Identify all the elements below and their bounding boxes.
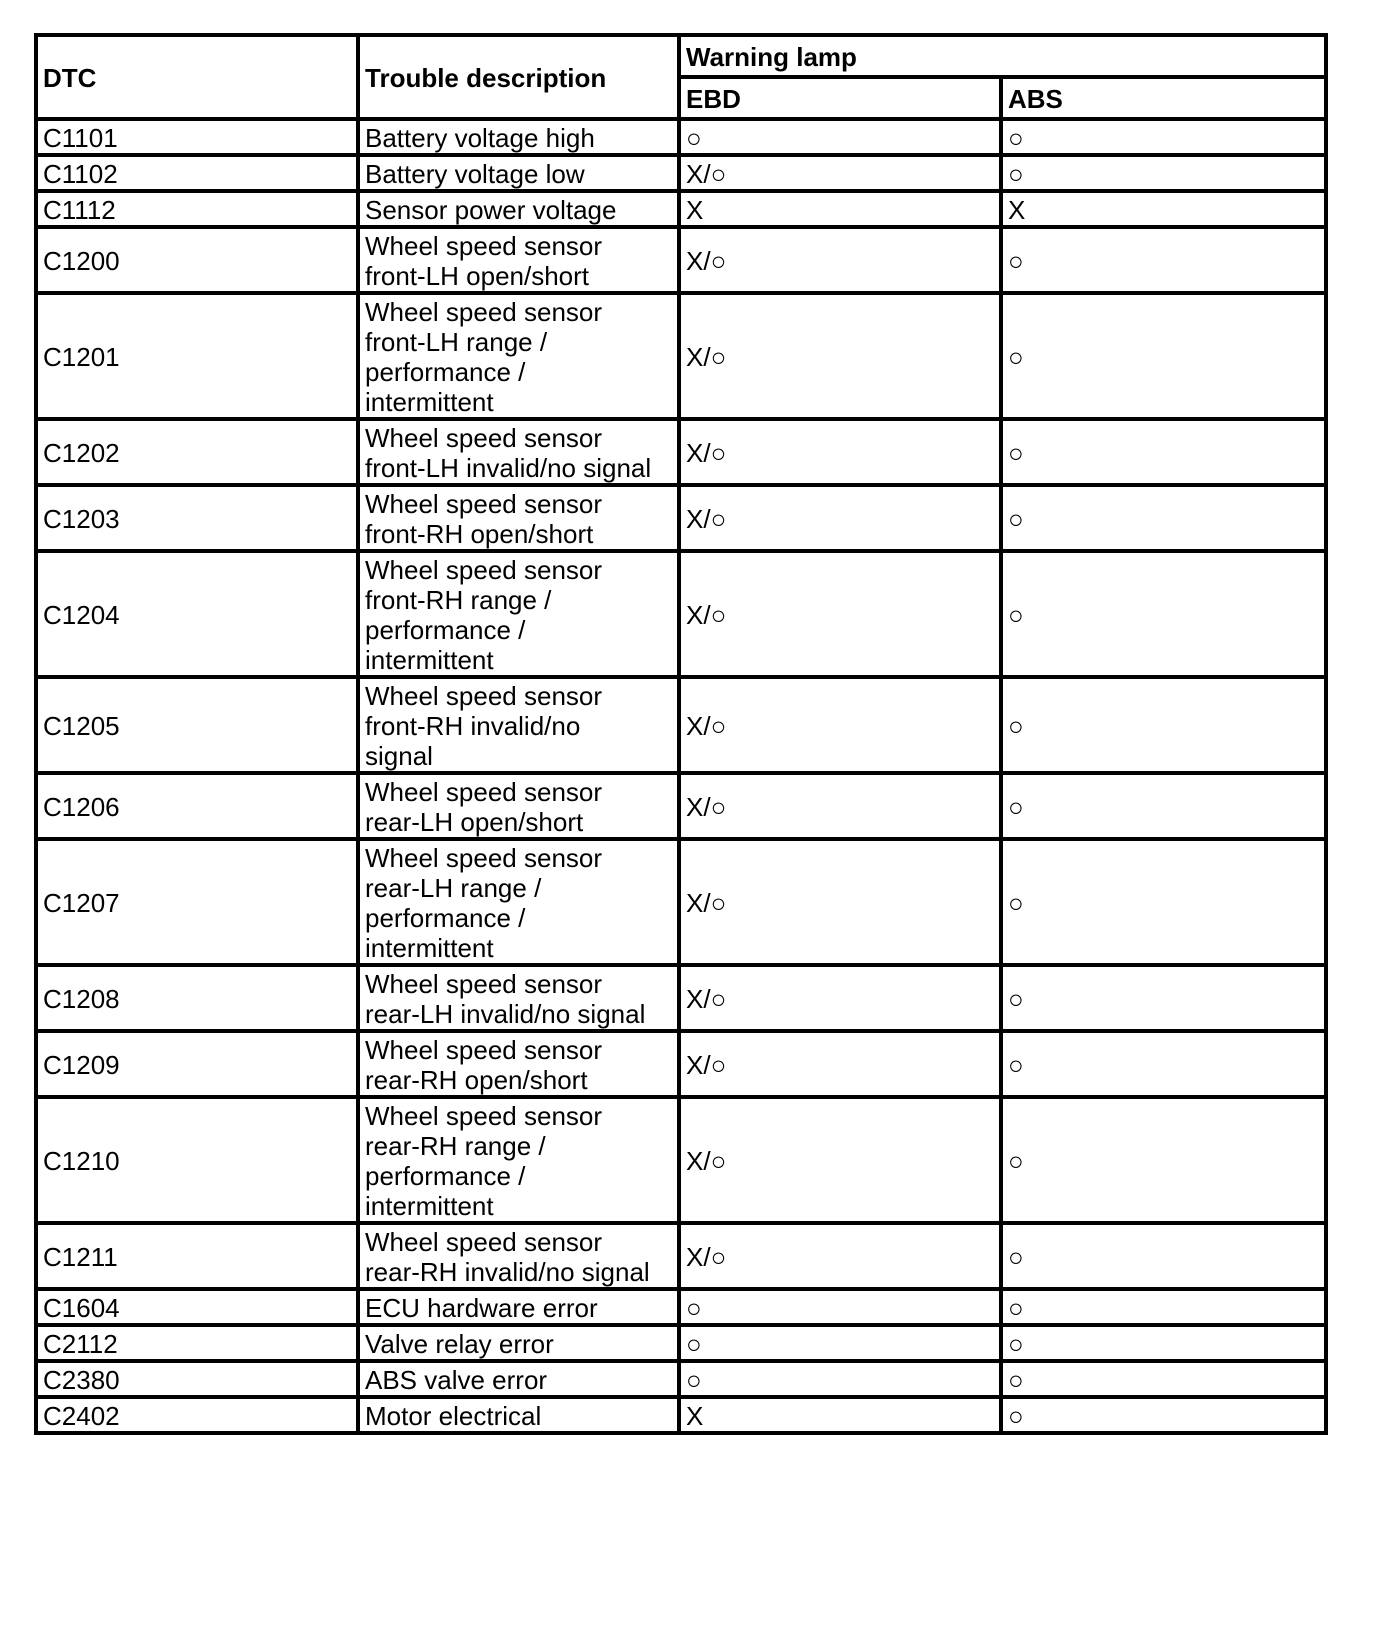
- description-line: intermittent: [365, 1191, 494, 1221]
- description-line: intermittent: [365, 645, 494, 675]
- description-line: Wheel speed sensor: [365, 681, 603, 711]
- cell-trouble-description: [358, 191, 679, 227]
- cell-ebd: X/○: [679, 551, 1001, 677]
- description-line: front-LH open/short: [365, 261, 590, 291]
- cell-ebd: X/○: [679, 1097, 1001, 1223]
- table-row: [36, 419, 1326, 485]
- description-line: performance /: [365, 1161, 526, 1191]
- cell-dtc: C1101: [36, 119, 358, 155]
- cell-abs: ○: [1001, 1097, 1326, 1223]
- cell-dtc: C1211: [36, 1223, 358, 1289]
- cell-abs: ○: [1001, 1361, 1326, 1397]
- table-header: [36, 35, 1326, 119]
- cell-abs: X: [1001, 191, 1326, 227]
- cell-ebd: X/○: [679, 485, 1001, 551]
- description-line: Wheel speed sensor: [365, 297, 603, 327]
- table-row: [36, 191, 1326, 227]
- cell-trouble-description: [358, 965, 679, 1031]
- description-line: Valve relay error: [365, 1329, 554, 1359]
- cell-ebd: ○: [679, 1325, 1001, 1361]
- cell-dtc: C1202: [36, 419, 358, 485]
- cell-dtc: C1207: [36, 839, 358, 965]
- cell-trouble-description: [358, 419, 679, 485]
- description-line: intermittent: [365, 933, 494, 963]
- table-row: [36, 485, 1326, 551]
- table-row: [36, 1097, 1326, 1223]
- cell-ebd: ○: [679, 1361, 1001, 1397]
- cell-dtc: C1204: [36, 551, 358, 677]
- description-line: Wheel speed sensor: [365, 1227, 603, 1257]
- description-line: rear-RH range /: [365, 1131, 546, 1161]
- cell-abs: ○: [1001, 1325, 1326, 1361]
- cell-ebd: X/○: [679, 1223, 1001, 1289]
- description-line: Wheel speed sensor: [365, 1035, 603, 1065]
- cell-dtc: C1203: [36, 485, 358, 551]
- cell-trouble-description: [358, 485, 679, 551]
- description-line: performance /: [365, 615, 526, 645]
- table-row: [36, 839, 1326, 965]
- cell-trouble-description: [358, 119, 679, 155]
- cell-ebd: X: [679, 191, 1001, 227]
- description-line: rear-LH invalid/no signal: [365, 999, 646, 1029]
- cell-ebd: ○: [679, 119, 1001, 155]
- description-line: Wheel speed sensor: [365, 969, 603, 999]
- cell-abs: ○: [1001, 293, 1326, 419]
- header-ebd: EBD: [679, 77, 1001, 119]
- cell-dtc: C1102: [36, 155, 358, 191]
- cell-abs: ○: [1001, 551, 1326, 677]
- cell-dtc: C1201: [36, 293, 358, 419]
- cell-abs: ○: [1001, 119, 1326, 155]
- cell-ebd: X/○: [679, 293, 1001, 419]
- description-line: performance /: [365, 357, 526, 387]
- cell-trouble-description: [358, 1289, 679, 1325]
- description-line: Battery voltage high: [365, 123, 595, 153]
- header-warning-lamp: Warning lamp: [679, 35, 1326, 77]
- cell-trouble-description: [358, 155, 679, 191]
- description-line: Wheel speed sensor: [365, 843, 603, 873]
- table-row: [36, 551, 1326, 677]
- description-line: intermittent: [365, 387, 494, 417]
- cell-trouble-description: [358, 551, 679, 677]
- cell-ebd: X/○: [679, 1031, 1001, 1097]
- description-line: Wheel speed sensor: [365, 555, 603, 585]
- table-row: [36, 155, 1326, 191]
- description-line: front-RH range /: [365, 585, 552, 615]
- cell-trouble-description: [358, 227, 679, 293]
- table-row: [36, 677, 1326, 773]
- description-line: Battery voltage low: [365, 159, 585, 189]
- description-line: rear-RH invalid/no signal: [365, 1257, 650, 1287]
- cell-ebd: X/○: [679, 227, 1001, 293]
- cell-abs: ○: [1001, 419, 1326, 485]
- table-row: [36, 1397, 1326, 1433]
- cell-abs: ○: [1001, 1031, 1326, 1097]
- cell-dtc: C1604: [36, 1289, 358, 1325]
- cell-dtc: C1209: [36, 1031, 358, 1097]
- cell-abs: ○: [1001, 155, 1326, 191]
- cell-dtc: C1200: [36, 227, 358, 293]
- cell-ebd: X/○: [679, 419, 1001, 485]
- header-trouble-description: Trouble description: [358, 35, 679, 119]
- cell-dtc: C1206: [36, 773, 358, 839]
- cell-abs: ○: [1001, 839, 1326, 965]
- dtc-table: [34, 33, 1328, 1435]
- cell-ebd: ○: [679, 1289, 1001, 1325]
- description-line: Wheel speed sensor: [365, 423, 603, 453]
- description-line: ABS valve error: [365, 1365, 548, 1395]
- cell-trouble-description: [358, 677, 679, 773]
- cell-dtc: C2402: [36, 1397, 358, 1433]
- cell-abs: ○: [1001, 1223, 1326, 1289]
- description-line: front-RH invalid/no: [365, 711, 581, 741]
- description-line: Wheel speed sensor: [365, 489, 603, 519]
- table-row: [36, 1325, 1326, 1361]
- cell-trouble-description: [358, 839, 679, 965]
- cell-trouble-description: [358, 1397, 679, 1433]
- cell-trouble-description: [358, 1097, 679, 1223]
- cell-dtc: C1210: [36, 1097, 358, 1223]
- cell-trouble-description: [358, 1325, 679, 1361]
- table-row: [36, 293, 1326, 419]
- cell-abs: ○: [1001, 773, 1326, 839]
- cell-abs: ○: [1001, 677, 1326, 773]
- description-line: Wheel speed sensor: [365, 1101, 603, 1131]
- description-line: front-RH open/short: [365, 519, 594, 549]
- description-line: Wheel speed sensor: [365, 777, 603, 807]
- description-line: rear-LH range /: [365, 873, 542, 903]
- description-line: performance /: [365, 903, 526, 933]
- cell-trouble-description: [358, 773, 679, 839]
- description-line: Motor electrical: [365, 1401, 542, 1431]
- cell-ebd: X/○: [679, 773, 1001, 839]
- cell-ebd: X: [679, 1397, 1001, 1433]
- cell-ebd: X/○: [679, 677, 1001, 773]
- description-line: Sensor power voltage: [365, 195, 617, 225]
- cell-dtc: C2380: [36, 1361, 358, 1397]
- cell-ebd: X/○: [679, 965, 1001, 1031]
- description-line: Wheel speed sensor: [365, 231, 603, 261]
- description-line: front-LH range /: [365, 327, 548, 357]
- table-row: [36, 1361, 1326, 1397]
- header-abs: ABS: [1001, 77, 1326, 119]
- cell-trouble-description: [358, 1223, 679, 1289]
- cell-trouble-description: [358, 1361, 679, 1397]
- cell-abs: ○: [1001, 1397, 1326, 1433]
- table-row: [36, 119, 1326, 155]
- cell-ebd: X/○: [679, 839, 1001, 965]
- description-line: rear-LH open/short: [365, 807, 584, 837]
- table-row: [36, 1223, 1326, 1289]
- cell-dtc: C1205: [36, 677, 358, 773]
- cell-abs: ○: [1001, 227, 1326, 293]
- cell-dtc: C2112: [36, 1325, 358, 1361]
- table-body: [36, 119, 1326, 1433]
- cell-abs: ○: [1001, 1289, 1326, 1325]
- table-row: [36, 773, 1326, 839]
- cell-trouble-description: [358, 293, 679, 419]
- description-line: ECU hardware error: [365, 1293, 598, 1323]
- description-line: front-LH invalid/no signal: [365, 453, 652, 483]
- cell-abs: ○: [1001, 485, 1326, 551]
- cell-abs: ○: [1001, 965, 1326, 1031]
- table-row: [36, 965, 1326, 1031]
- cell-trouble-description: [358, 1031, 679, 1097]
- header-dtc: DTC: [36, 35, 358, 119]
- cell-dtc: C1208: [36, 965, 358, 1031]
- table-row: [36, 1031, 1326, 1097]
- cell-dtc: C1112: [36, 191, 358, 227]
- cell-ebd: X/○: [679, 155, 1001, 191]
- description-line: rear-RH open/short: [365, 1065, 588, 1095]
- table-row: [36, 227, 1326, 293]
- table-row: [36, 1289, 1326, 1325]
- description-line: signal: [365, 741, 433, 771]
